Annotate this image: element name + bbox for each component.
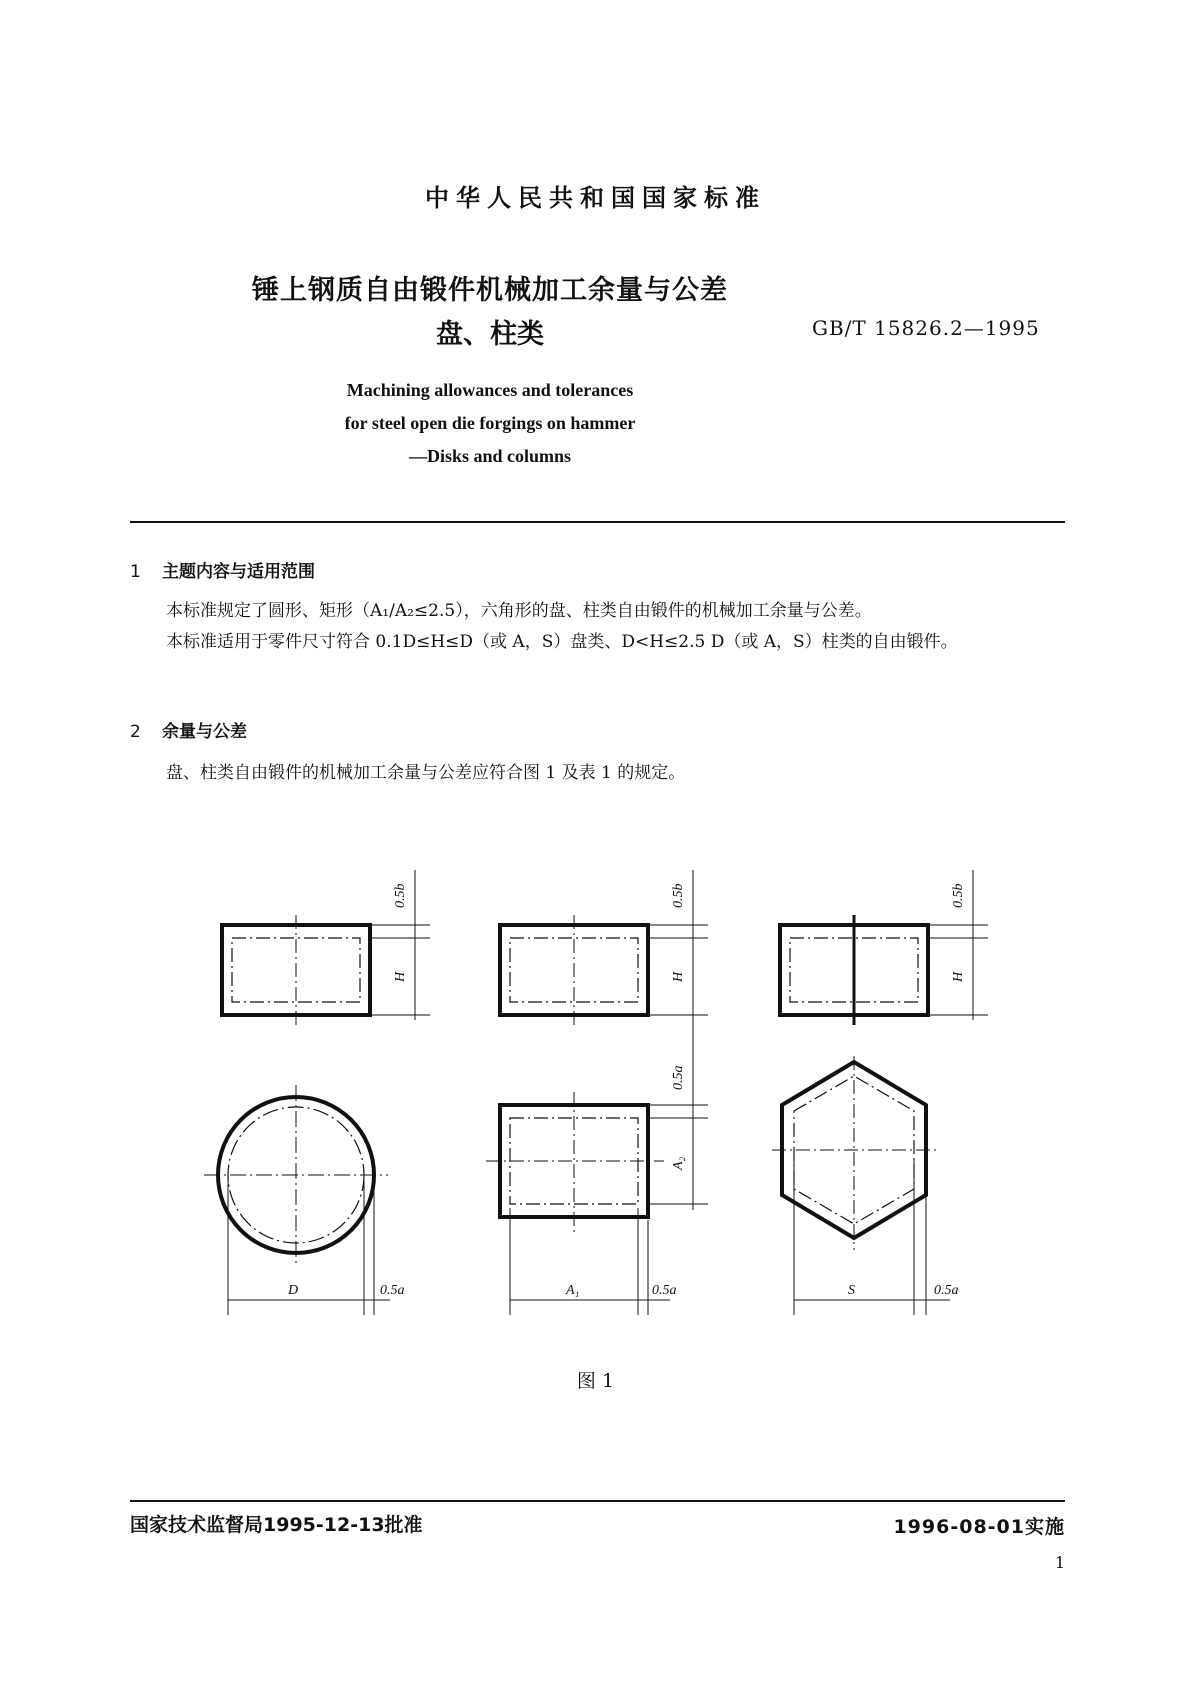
plan-view-hexagon [772, 1056, 950, 1315]
national-standard-heading: 中华人民共和国国家标准 [425, 184, 766, 212]
effective-date: 1996-08-01实施 [893, 1516, 1065, 1538]
title-en-line: —Disks and columns [408, 446, 572, 466]
section-number: 2 [130, 722, 141, 742]
dim-label-half-a: 0.5a [934, 1283, 959, 1298]
section-title: 主题内容与适用范围 [162, 562, 315, 582]
dim-label-diameter: D [288, 1283, 299, 1298]
dim-label-side-a1: A₁ [566, 1283, 580, 1298]
section-2-body [130, 758, 1065, 789]
paragraph: 本标准规定了圆形、矩形（A₁/A₂≤2.5），六角形的盘、柱类自由锻件的机械加工余量与公差。 [166, 601, 872, 621]
dim-label-half-a: 0.5a [652, 1283, 677, 1298]
section-1-body [130, 596, 1065, 658]
dim-label-height: H [393, 971, 408, 982]
section-1-heading [130, 557, 315, 582]
plan-view-circle [204, 1085, 390, 1315]
document-title-cn: 锤上钢质自由锻件机械加工余量与公差 [252, 275, 728, 306]
dim-label-half-b: 0.5b [393, 883, 408, 908]
document-title-en [195, 374, 785, 473]
footer-divider [130, 1500, 1065, 1502]
standard-code: GB/T 15826.2—1995 [812, 316, 1040, 340]
dim-label-half-b: 0.5b [951, 883, 966, 908]
figure-caption: 图 1 [576, 1370, 615, 1392]
section-2-heading [130, 717, 247, 742]
header-divider [130, 521, 1065, 523]
dim-label-half-a: 0.5a [380, 1283, 405, 1298]
section-number: 1 [130, 562, 141, 582]
document-subtitle-cn: 盘、柱类 [436, 319, 544, 350]
paragraph: 盘、柱类自由锻件的机械加工余量与公差应符合图 1 及表 1 的规定。 [166, 763, 686, 783]
title-en-line: for steel open die forgings on hammer [344, 413, 636, 433]
dim-label-side-a2: A₂ [671, 1156, 686, 1170]
dim-label-half-b: 0.5b [671, 883, 686, 908]
page-number: 1 [1054, 1553, 1065, 1572]
figure-1-drawing [190, 860, 1010, 1330]
dim-label-height: H [951, 971, 966, 982]
dim-label-height: H [671, 971, 686, 982]
approval-statement: 国家技术监督局1995-12-13批准 [130, 1514, 423, 1536]
dim-label-hex-s: S [848, 1283, 855, 1298]
paragraph: 本标准适用于零件尺寸符合 0.1D≤H≤D（或 A，S）盘类、D<H≤2.5 D（或 A，S）柱类的自由锻件。 [166, 632, 958, 652]
section-title: 余量与公差 [162, 722, 247, 742]
dim-label-half-a: 0.5a [671, 1065, 686, 1090]
title-en-line: Machining allowances and tolerances [346, 380, 634, 400]
